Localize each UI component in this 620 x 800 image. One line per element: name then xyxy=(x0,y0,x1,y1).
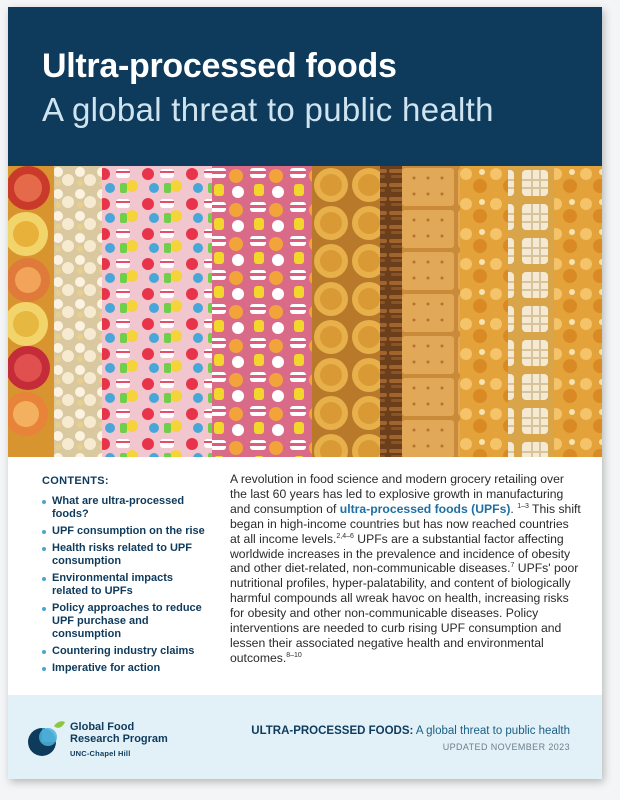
org-name xyxy=(70,721,168,760)
contents-item-industry-claims[interactable]: Countering industry claims xyxy=(42,645,212,658)
contents-item-policy-approaches[interactable]: Policy approaches to reduce UPF purchase and consumption xyxy=(42,602,212,641)
intro-text-5: UPFs' poor nutritional profiles, hyper-palatability, and content of biologically harmful compounds all wreak havoc on health, increasing risks for obesity and other non-communicable diseases. Policy interventions are needed to curb rising UPF consumption and lessen their associated negative health and environmental outcomes. xyxy=(230,561,579,665)
contents-list xyxy=(42,495,212,675)
contents-item-consumption-rise[interactable]: UPF consumption on the rise xyxy=(42,525,212,538)
contents-item-imperative[interactable]: Imperative for action xyxy=(42,662,212,675)
food-photo xyxy=(8,166,602,457)
org-name-line1: Global Food xyxy=(70,721,135,733)
gfrp-logo-icon xyxy=(28,718,66,758)
document-page xyxy=(8,7,602,779)
intro-paragraph xyxy=(230,472,582,666)
intro-text-3: This shift began in high-income countries but has now reached countries at all income levels. xyxy=(230,501,581,546)
page-title: Ultra-processed foods xyxy=(42,47,397,85)
header-banner xyxy=(8,7,602,166)
contents-item-what-are-upfs[interactable]: What are ultra-processed foods? xyxy=(42,495,212,521)
intro-text-2: . xyxy=(510,501,518,516)
page-subtitle: A global threat to public health xyxy=(42,91,494,128)
updated-date: UPDATED NOVEMBER 2023 xyxy=(442,742,570,752)
footer-doc-title-bold: ULTRA-PROCESSED FOODS: xyxy=(251,725,414,737)
citation-ref: 7 xyxy=(510,562,515,570)
citation-ref: 8–10 xyxy=(286,651,302,659)
contents-heading: CONTENTS: xyxy=(42,475,109,487)
upf-term-link[interactable]: ultra-processed foods (UPFs) xyxy=(339,501,511,516)
footer-doc-title-rest: A global threat to public health xyxy=(413,725,570,737)
intro-text-1: A revolution in food science and modern grocery retailing over the last 60 years has led to explosive growth in manufacturing and consumption of xyxy=(230,472,564,516)
contents-box xyxy=(42,475,212,679)
org-affiliation: UNC-Chapel Hill xyxy=(70,749,131,758)
intro-text-4: UPFs are a substantial factor affecting worldwide increases in the prevalence and incidence of obesity and other diet-related, non-communicable diseases. xyxy=(230,531,571,576)
footer-bar xyxy=(8,695,602,779)
citation-ref: 1–3 xyxy=(517,502,529,510)
org-name-line2: Research Program xyxy=(70,733,168,745)
contents-item-environmental-impacts[interactable]: Environmental impacts related to UPFs xyxy=(42,572,212,598)
footer-doc-title xyxy=(251,725,570,737)
contents-item-health-risks[interactable]: Health risks related to UPF consumption xyxy=(42,542,212,568)
citation-ref: 2,4–6 xyxy=(336,532,354,540)
